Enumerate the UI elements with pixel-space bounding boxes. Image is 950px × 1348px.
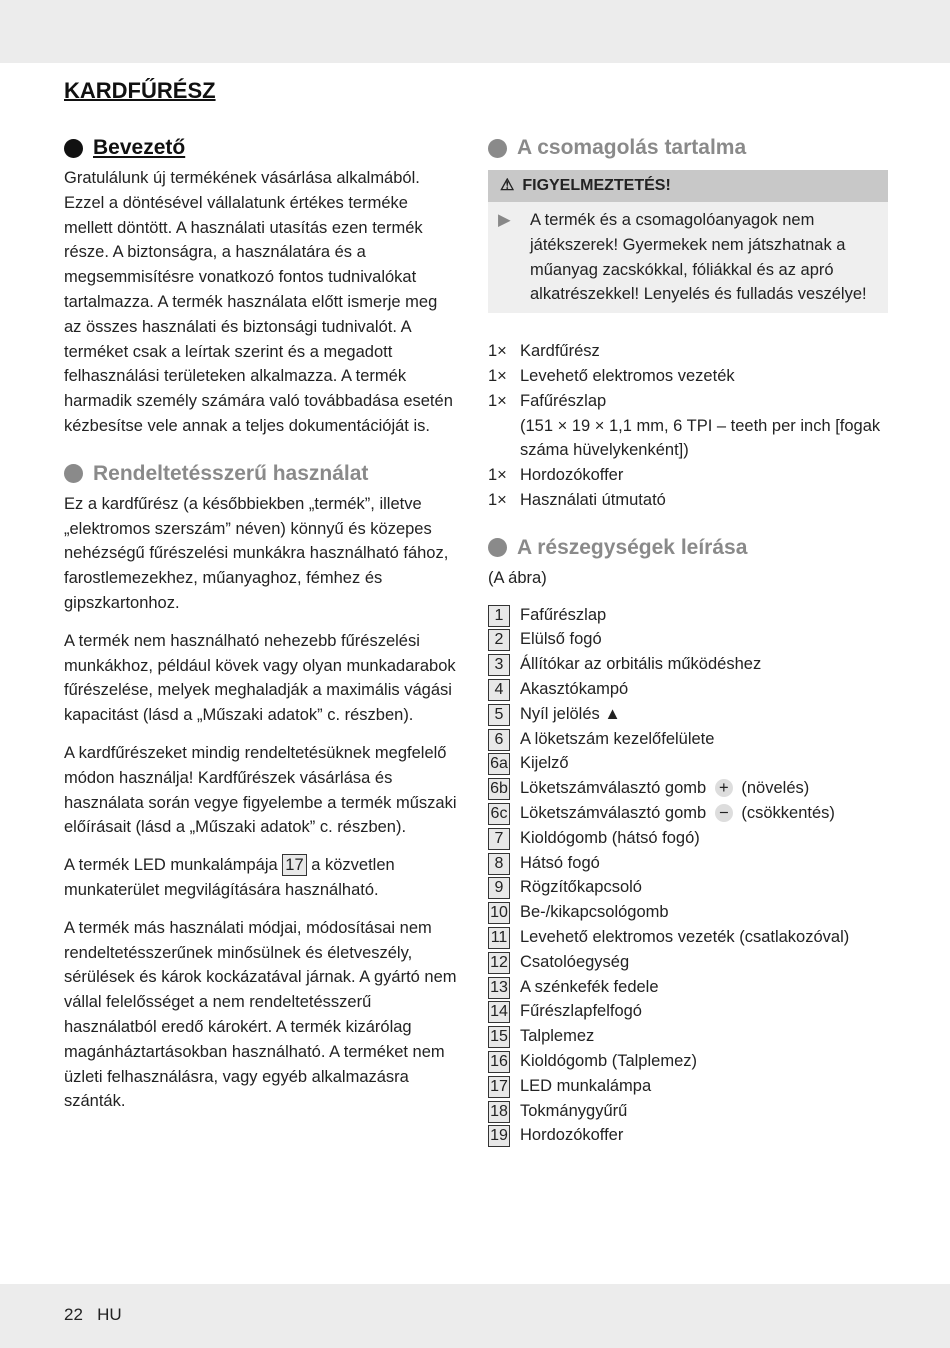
intended-p5: A termék más használati módjai, módosításai nem rendeltetésszerűnek minősülnek és életveszély, sérülések és károk kockázatával járnak. A gyártó nem vállal felelősséget a nem rendeltetésszerű használatból eredő károkért. A termék kizárólag magánháztartásokban használható. A terméket nem üzleti felhasználásra, vagy egyéb alkalmazásra szánták.	[64, 918, 457, 1111]
footer	[64, 1305, 122, 1325]
bullet-icon	[64, 464, 83, 483]
part-number: 4	[488, 679, 510, 701]
package-item: 1× Fafűrészlap	[488, 391, 607, 410]
left-column	[64, 133, 459, 1127]
part-number: 7	[488, 828, 510, 850]
part-number: 9	[488, 877, 510, 899]
package-item: 1× Használati útmutató	[488, 490, 666, 509]
package-heading: A csomagolás tartalma	[488, 133, 888, 163]
part-item: 6 A löketszám kezelőfelülete	[488, 727, 888, 752]
intro-heading: Bevezető	[64, 133, 459, 163]
parts-heading: A részegységek leírása	[488, 533, 888, 563]
part-item: 2 Elülső fogó	[488, 627, 888, 652]
part-number: 1	[488, 605, 510, 627]
part-item: 19 Hordozókoffer	[488, 1123, 888, 1148]
part-item: 10 Be-/kikapcsológomb	[488, 900, 888, 925]
part-number: 17	[488, 1076, 510, 1098]
package-list	[488, 339, 888, 513]
part-item: 5 Nyíl jelölés ▲	[488, 702, 888, 727]
part-number: 6c	[488, 803, 510, 825]
part-number: 5	[488, 704, 510, 726]
part-item: 1 Fafűrészlap	[488, 603, 888, 628]
arrow-right-icon: ▶	[498, 211, 511, 229]
part-item: 16 Kioldógomb (Talplemez)	[488, 1049, 888, 1074]
part-number: 15	[488, 1026, 510, 1048]
warning-triangle-icon: ⚠	[500, 176, 515, 194]
warning-box: ⚠ FIGYELMEZTETÉS! ▶ A termék és a csomagolóanyagok nem játékszerek! Gyermekek nem játszhatnak a műanyag zacskókkal, fóliákkal és az apró alkatrészekkel! Lenyelés és fulladás veszélye!	[488, 170, 888, 313]
part-number: 12	[488, 952, 510, 974]
part-number: 6b	[488, 778, 510, 800]
part-number: 6	[488, 729, 510, 751]
package-item: (151 × 19 × 1,1 mm, 6 TPI – teeth per inch [fogak száma hüvelykenként])	[520, 416, 881, 460]
part-item: 6c Löketszámválasztó gomb − (csökkentés)	[488, 801, 888, 826]
part-number: 10	[488, 902, 510, 924]
part-item: 8 Hátsó fogó	[488, 851, 888, 876]
intro-text: Gratulálunk új termékének vásárlása alkalmából. Ezzel a döntésével vállalatunk értékes terméke mellett döntött. A használati utasítás ezen termék része. A biztonságra, a használatára és a megsemmisítésre vonatkozó fontos tudnivalókat tartalmazza. A termék használata előtt ismerje meg az összes használati és biztonsági tudnivalót. A terméket csak a leírtak szerint és a megadott felhasználási területeken alkalmazza. A termék harmadik személy számára való továbbadása esetén kézbesítse vele annak a teljes dokumentációját is.	[64, 169, 453, 435]
parts-list	[488, 603, 888, 1149]
part-number: 2	[488, 629, 510, 651]
part-item: 15 Talplemez	[488, 1024, 888, 1049]
part-item: 14 Fűrészlapfelfogó	[488, 999, 888, 1024]
part-item: 7 Kioldógomb (hátsó fogó)	[488, 826, 888, 851]
right-column	[488, 133, 888, 1148]
package-item: 1× Levehető elektromos vezeték	[488, 366, 735, 385]
part-number: 13	[488, 977, 510, 999]
intended-p3: A kardfűrészeket mindig rendeltetésüknek megfelelő módon használja! Kardfűrészek vásárlása és használata során vegye figyelembe a termék műszaki előírásait (lásd a „Műszaki adatok” c. részben).	[64, 743, 457, 837]
part-item: 11 Levehető elektromos vezeték (csatlakozóval)	[488, 925, 888, 950]
plus-icon: +	[715, 779, 733, 797]
part-item: 13 A szénkefék fedele	[488, 975, 888, 1000]
package-item: 1× Kardfűrész	[488, 342, 600, 361]
part-number: 19	[488, 1125, 510, 1147]
language-code: HU	[97, 1305, 122, 1324]
intended-p2: A termék nem használható nehezebb fűrészelési munkákhoz, például kövek vagy olyan munkadarabok fűrészelése, melyek meghaladják a maximális vágási kapacitást (lásd a „Műszaki adatok” c. részben).	[64, 631, 456, 725]
part-ref: 17	[282, 854, 306, 876]
parts-subtitle: (A ábra)	[488, 568, 547, 587]
part-item: 3 Állítókar az orbitális működéshez	[488, 652, 888, 677]
part-item: 9 Rögzítőkapcsoló	[488, 875, 888, 900]
part-item: 17 LED munkalámpa	[488, 1074, 888, 1099]
part-item: 18 Tokmánygyűrű	[488, 1099, 888, 1124]
part-item: 4 Akasztókampó	[488, 677, 888, 702]
part-number: 11	[488, 927, 510, 949]
intended-p1: Ez a kardfűrész (a későbbiekben „termék”, illetve „elektromos szerszám” néven) könnyű és közepes nehézségű fűrészelési munkákra használható fához, farostlemezekhez, műanyaghoz, fémhez és gipszkartonhoz.	[64, 494, 449, 612]
top-band	[0, 0, 950, 63]
bullet-icon	[488, 538, 507, 557]
page-title: KARDFŰRÉSZ	[64, 78, 216, 103]
intended-p4: A termék LED munkalámpája 17 a közvetlen munkaterület megvilágítására használható.	[64, 856, 395, 899]
part-number: 6a	[488, 753, 510, 775]
package-item: 1× Hordozókoffer	[488, 466, 624, 485]
part-number: 18	[488, 1101, 510, 1123]
footer-band	[0, 1284, 950, 1348]
minus-icon: −	[715, 804, 733, 822]
part-item: 6b Löketszámválasztó gomb + (növelés)	[488, 776, 888, 801]
part-number: 3	[488, 654, 510, 676]
part-number: 8	[488, 853, 510, 875]
intended-use-heading: Rendeltetésszerű használat	[64, 459, 459, 489]
part-number: 16	[488, 1051, 510, 1073]
page-number: 22	[64, 1305, 83, 1324]
part-number: 14	[488, 1001, 510, 1023]
part-item: 6a Kijelző	[488, 751, 888, 776]
part-item: 12 Csatolóegység	[488, 950, 888, 975]
bullet-icon	[488, 139, 507, 158]
bullet-icon	[64, 139, 83, 158]
